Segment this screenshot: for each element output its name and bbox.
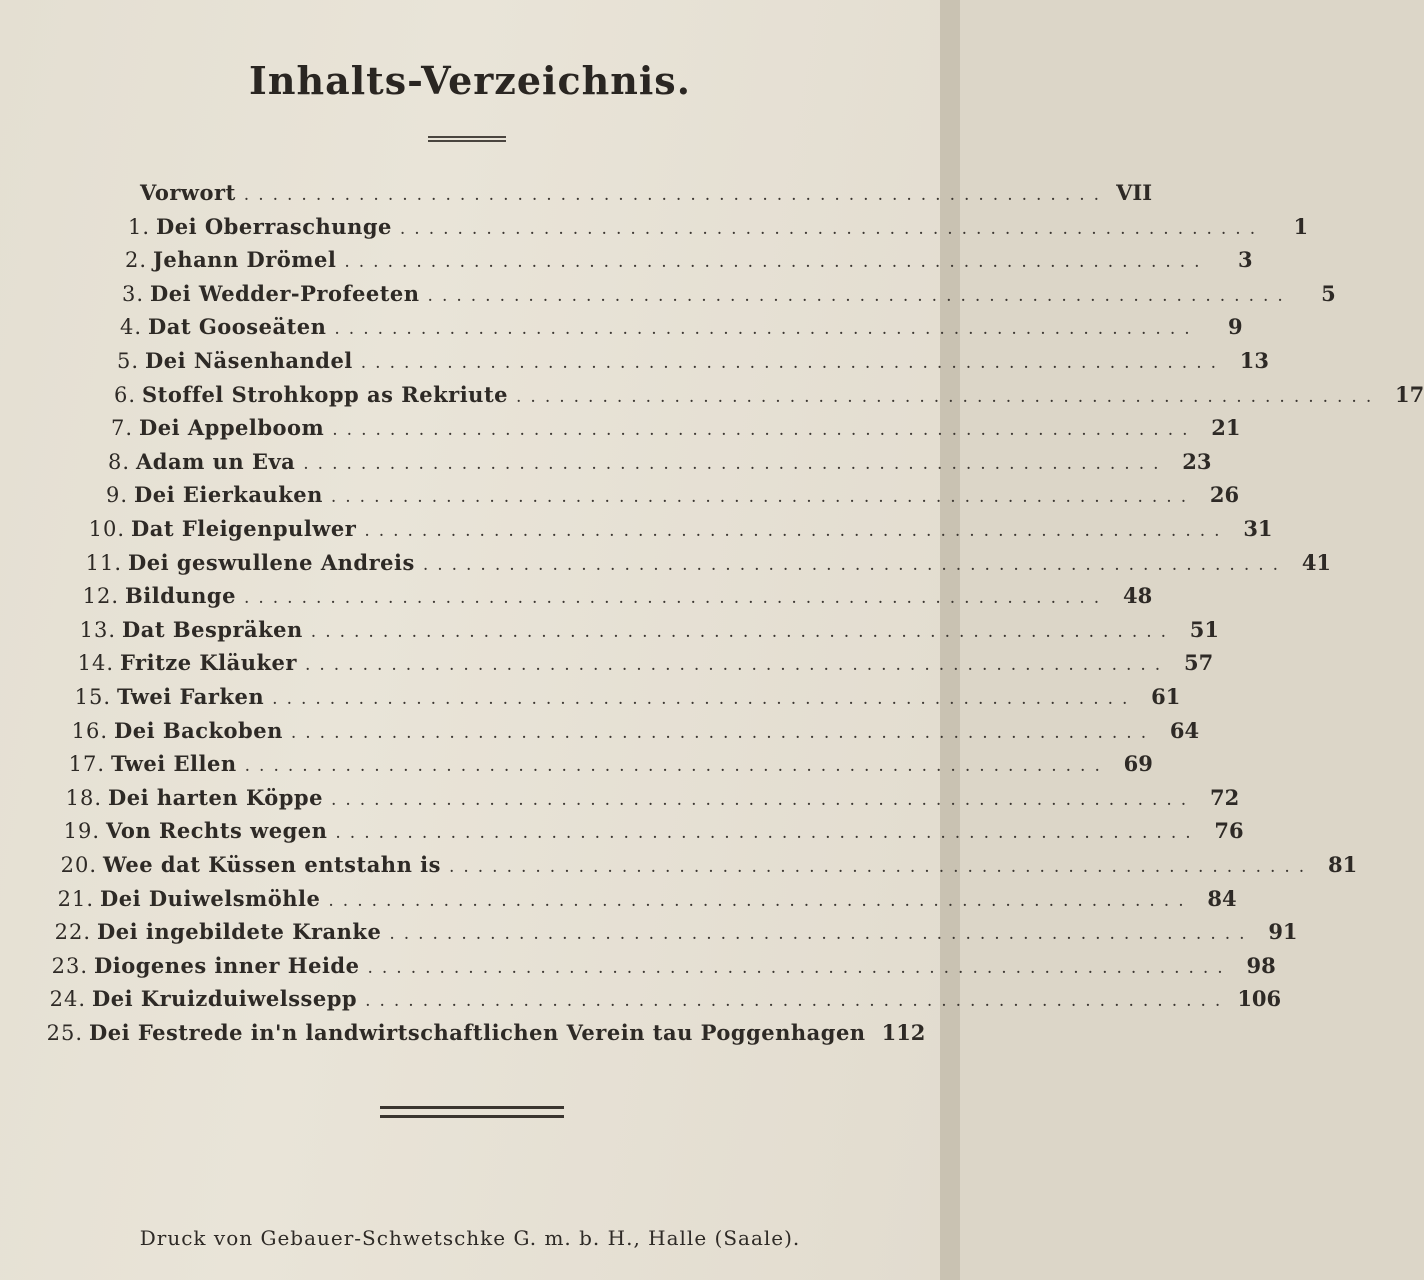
toc-entry-number: 8. [107,449,130,474]
toc-entry-number: 18. [65,785,102,810]
toc-entry-number: 19. [63,819,100,844]
toc-dot-leader: ............................................................ [364,521,1229,541]
toc-entry-title: Dei Wedder-Profeeten [150,280,420,306]
toc-entry-number: 24. [49,987,86,1012]
toc-entry [82,180,1153,210]
toc-entry-number: 9. [105,483,128,508]
toc-dot-leader: ............................................................ [335,823,1200,844]
toc-entry-title: Fritze Kläuker [120,650,297,676]
toc-entry-number: 22. [54,920,91,945]
toc-dot-leader: ............................................................ [328,890,1193,911]
toc-entry [95,247,1253,277]
toc-entry-number: 1. [127,214,150,239]
toc-dot-leader: ............................................................ [516,386,1381,407]
toc-dot-leader: ............................................................ [330,789,1196,810]
toc-entry-title: Dei ingebildete Kranke [97,919,382,945]
toc-entry-page: 64 [1169,717,1200,743]
toc-entry-page: 31 [1243,516,1273,541]
toc-entry-title: Dei Festrede in'n landwirtschaftlichen Verein tau Poggenhagen [89,1020,866,1045]
toc-entry-number: 15. [74,685,111,709]
imprint-text: Druck von Gebauer-Schwetschke G. m. b. H., Halle (Saale). [139,1226,801,1250]
toc-entry-page: 106 [1237,986,1282,1012]
toc-entry-page: 84 [1207,885,1237,911]
toc-dot-leader: ............................................................ [399,218,1265,239]
toc-entry-title: Dat Bespräken [122,616,303,642]
toc-entry [53,751,1153,781]
toc-entry [42,885,1237,916]
toc-entry-page: VII [1116,180,1153,205]
toc-entry-page: 3 [1237,247,1253,273]
toc-entry-page: 81 [1327,852,1358,877]
toc-entry-title: Dat Fleigenpulwer [131,516,357,541]
toc-entry [36,952,1276,983]
toc-dot-leader: ............................................................ [243,185,1109,205]
toc-entry-page: 98 [1246,952,1276,978]
toc-entry-number: 3. [121,281,144,306]
toc-entry [34,986,1282,1016]
toc-entry-title: Dei Oberraschunge [156,213,392,239]
toc-dot-leader: ............................................................ [310,621,1176,642]
toc-entry-title: Vorwort [140,180,236,205]
toc-entry [76,482,1240,512]
toc-entry-title: Dei Eierkauken [134,482,323,508]
toc-entry [48,818,1244,848]
toc-entry-page: 72 [1209,784,1240,810]
toc-dot-leader: ............................................................ [244,756,1109,777]
toc-dot-leader: ............................................................ [334,319,1199,340]
toc-entry-page: 112 [881,1020,926,1045]
toc-entry-title: Dei Appelboom [139,415,325,441]
toc-entry [39,919,1298,949]
toc-entry [56,717,1200,748]
toc-entry [92,280,1336,311]
toc-entry-page: 61 [1151,684,1181,709]
toc-entry-number: 10. [88,517,125,541]
page-title: Inhalts-Verzeichnis. [249,58,691,103]
toc-entry-page: 21 [1211,415,1241,441]
toc-entry-number: 13. [79,617,116,642]
toc-entry-page: 1 [1293,213,1309,239]
toc-entry-title: Dei Kruizduiwelssepp [92,986,358,1012]
toc-dot-leader: ............................................................ [427,285,1292,306]
toc-dot-leader: ............................................................ [290,722,1156,743]
toc-entry-title: Dei Backoben [114,717,283,743]
toc-dot-leader: ............................................................ [365,991,1230,1012]
toc-entry-number: 20. [60,853,97,877]
toc-entry-title: Diogenes inner Heide [94,952,360,978]
toc-entry [90,314,1243,344]
toc-entry-page: 26 [1209,482,1240,508]
toc-entry-number: 17. [68,752,105,777]
toc-entry-number: 23. [51,953,88,978]
toc-entry-title: Twei Farken [117,684,265,709]
toc-entry-title: Dat Gooseäten [148,314,327,340]
toc-entry-page: 13 [1239,348,1270,373]
toc-entry-page: 41 [1301,549,1332,575]
toc-entry-number: 2. [124,248,147,273]
toc-entry [67,583,1153,613]
toc-entry [73,516,1273,546]
printer-imprint [0,1226,940,1250]
toc-entry-page: 76 [1214,818,1244,844]
toc-entry-page: 5 [1321,280,1336,306]
toc-dot-leader: ............................................................ [367,957,1232,978]
toc-entry-page: 9 [1228,314,1243,340]
toc-entry [62,650,1214,680]
toc-entry-title: Bildunge [125,583,236,609]
toc-entry-title: Adam un Eva [136,448,296,474]
toc-entry [78,448,1212,479]
toc-entry-title: Twei Ellen [111,751,237,777]
toc-entry [70,549,1332,580]
toc-entry-title: Jehann Drömel [153,247,337,273]
toc-entry-page: 57 [1183,650,1214,676]
toc-entry [45,852,1358,882]
toc-entry-number: 12. [82,584,119,609]
toc-entry [64,616,1220,647]
toc-entry-number: 5. [116,349,139,373]
toc-entry-number: 14. [77,651,114,676]
toc-entry-page: 69 [1123,751,1153,777]
toc-dot-leader: ............................................................ [344,252,1209,273]
toc-entry-page: 91 [1268,919,1298,945]
toc-entry-title: Dei Duiwelsmöhle [100,885,321,911]
toc-entry [31,1020,926,1050]
toc-entry-title: Wee dat Küssen entstahn is [103,852,441,877]
toc-entry [59,684,1181,714]
toc-entry-number: 4. [119,315,142,340]
toc-entry [50,784,1240,815]
toc-dot-leader: ............................................................ [304,655,1170,676]
toc-entry-number: 25. [46,1021,83,1045]
toc-entry-title: Dei geswullene Andreis [128,549,415,575]
toc-entry-page: 23 [1182,448,1212,474]
toc-dot-leader: ............................................................ [448,857,1314,877]
toc-entry-number: 11. [85,550,122,575]
toc-entry-title: Stoffel Strohkopp as Rekriute [142,381,509,407]
toc-entry [87,348,1270,378]
toc-entry-title: Dei harten Köppe [108,784,323,810]
toc-dot-leader: ............................................................ [389,924,1254,945]
toc-entry-number: 7. [110,416,133,441]
toc-entry-number: 16. [71,718,108,743]
toc-entry [98,213,1309,244]
toc-entry-page: 17 [1395,381,1424,407]
toc-dot-leader: ............................................................ [330,487,1196,508]
toc-dot-leader: ............................................................ [332,420,1197,441]
toc-dot-leader: ............................................................ [243,588,1109,609]
bottom-divider [380,1106,564,1118]
toc-entry-page: 51 [1189,616,1220,642]
toc-entry-title: Von Rechts wegen [106,818,328,844]
toc-entry [81,415,1241,445]
toc-entry-page: 48 [1122,583,1153,609]
toc-dot-leader: ............................................................ [422,554,1288,575]
toc-entry [84,381,1424,412]
toc-entry-number: 21. [57,886,94,911]
toc-entry-number: 6. [113,382,136,407]
toc-dot-leader: ............................................................ [303,453,1168,474]
toc-dot-leader: ............................................................ [272,689,1137,709]
toc-dot-leader: ............................................................ [360,353,1226,373]
toc-entry-title: Dei Näsenhandel [145,348,353,373]
